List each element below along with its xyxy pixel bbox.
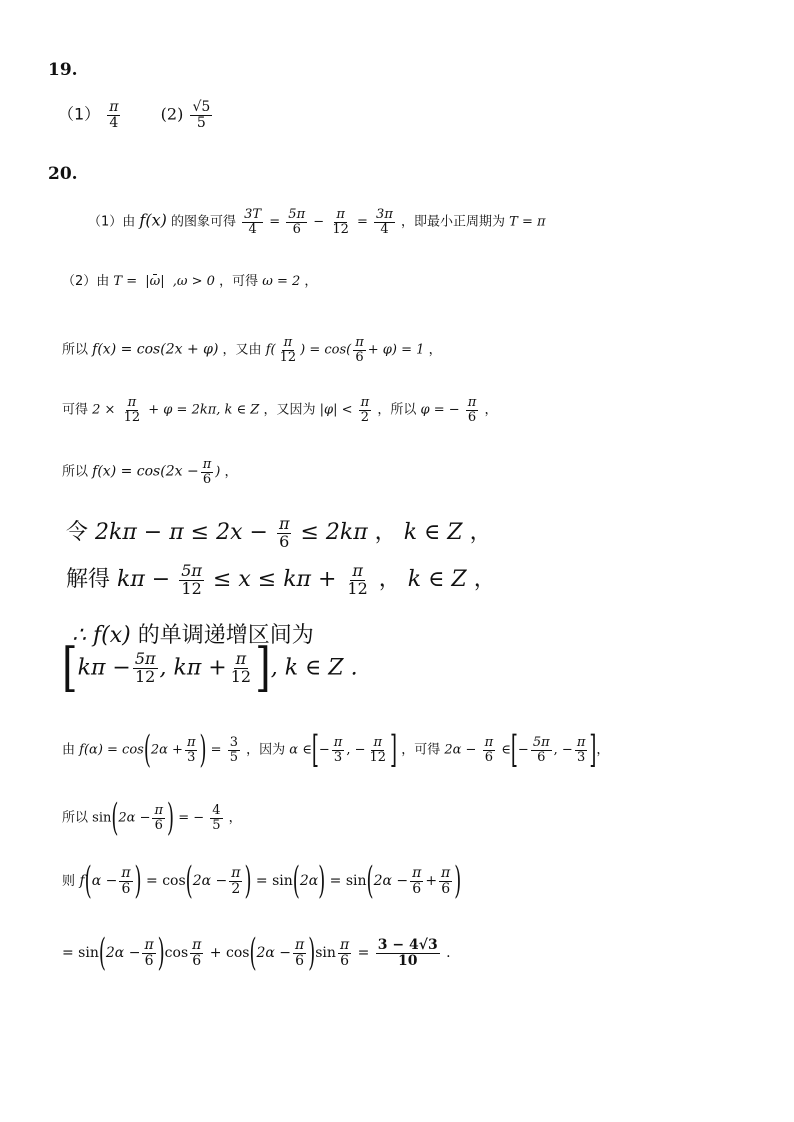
math: cos (164, 945, 189, 962)
math: f(α) = cos (79, 742, 144, 758)
paren: ( (143, 728, 151, 773)
text: 的图象可得 (171, 214, 237, 230)
q20-number: 20. (48, 164, 78, 184)
paren: ) (157, 931, 165, 976)
fraction: $\frac{\pi}{6}$ (441, 865, 451, 897)
q20-part1-line (88, 208, 546, 236)
fraction: $\frac{\pi}{12}$ (332, 207, 349, 237)
paren: ) (308, 931, 316, 976)
fraction: $\frac{\pi}{3}$ (186, 735, 196, 765)
fraction: $\frac{5\pi}{6}$ (532, 735, 550, 765)
fraction: $\frac{3T}{4}$ (244, 207, 262, 237)
text: ， (484, 402, 498, 418)
equals: = (210, 742, 222, 758)
math: 2α − (256, 945, 292, 962)
fraction: $\frac{\pi}{6}$ (412, 865, 422, 897)
math: kπ − (117, 567, 171, 592)
math: ∈ (501, 742, 511, 758)
fraction: $\frac{5\pi}{12}$ (134, 648, 156, 686)
q19-part2-label: (2) (160, 104, 184, 124)
fraction: |ω| (145, 274, 165, 290)
fraction: $\frac{5\pi}{12}$ (181, 560, 202, 598)
math: T = π (509, 214, 546, 230)
bracket: ] (589, 728, 597, 773)
q19-answers (58, 100, 214, 130)
text: ， (378, 567, 401, 592)
text: （2）由 (62, 274, 110, 289)
q20-line3 (62, 336, 442, 364)
text: ， (469, 520, 492, 545)
minus: − (313, 214, 325, 230)
math: 2kπ − π ≤ 2x − (95, 520, 268, 545)
paren: ) (134, 859, 142, 904)
text: ， (228, 810, 242, 826)
text: 则 (62, 874, 76, 890)
math: 2α − (105, 945, 141, 962)
math: = sin (255, 873, 293, 890)
math: , − (553, 742, 573, 758)
math: 2α − (192, 873, 228, 890)
q20-line12 (62, 859, 462, 904)
q20-line13 (62, 931, 451, 976)
math: k ∈ Z (407, 567, 467, 592)
equals: = (269, 214, 281, 230)
text: ， (224, 464, 238, 480)
paren: ( (292, 859, 300, 904)
text: ， (374, 520, 397, 545)
math: f( (265, 342, 276, 358)
text: ， (428, 342, 442, 358)
fraction: $\frac{\pi}{12}$ (369, 735, 387, 765)
math: ) = cos( (300, 342, 352, 358)
text: ，因为 (246, 742, 286, 758)
equals: = (357, 214, 368, 230)
fraction: $\frac{4}{5}$ (212, 803, 221, 833)
fraction: $\frac{\pi}{6}$ (202, 457, 212, 487)
fraction: $\frac{\pi}{2}$ (360, 395, 370, 425)
text: 的单调递增区间为 (137, 623, 314, 648)
fraction: $\frac{\pi}{12}$ (347, 560, 368, 598)
math: ) (215, 464, 221, 480)
minus: − (517, 742, 529, 758)
bracket: [ (311, 728, 319, 773)
math: α ∈ (289, 742, 312, 758)
math: f(x) = cos(2x − (92, 463, 199, 480)
text: 由 (62, 742, 76, 758)
math: 2α + (150, 742, 183, 758)
fraction: $\frac{\pi}{12}$ (279, 335, 297, 365)
fraction: $\frac{\pi}{3}$ (576, 735, 586, 765)
paren: ) (167, 796, 175, 841)
minus: − (318, 742, 330, 758)
fraction: $\frac{\pi}{2}$ (231, 865, 241, 897)
right-bracket: ] (255, 638, 271, 698)
math: T = (113, 274, 138, 289)
math: = − (178, 810, 205, 826)
math: f(x) = cos(2x + φ) (92, 341, 219, 358)
paren: ( (84, 859, 92, 904)
text: ，又因为 (263, 402, 316, 418)
math: 2α − (118, 810, 151, 826)
q20-line10 (62, 728, 610, 773)
text: 所以 (62, 342, 89, 358)
paren: ( (249, 931, 257, 976)
paren: ( (98, 931, 106, 976)
fraction: $\frac{\pi}{6}$ (467, 395, 477, 425)
math: sin (92, 810, 112, 826)
fraction: $\frac{\pi}{6}$ (339, 937, 350, 969)
text: 所以 (62, 464, 89, 480)
math: ∴ f(x) (72, 623, 131, 648)
text: 令 (66, 520, 89, 545)
math: , − (346, 742, 366, 758)
q20-line9 (62, 638, 358, 698)
q20-line4 (62, 396, 498, 424)
fraction: $\frac{\pi}{12}$ (230, 648, 252, 686)
paren: ( (185, 859, 193, 904)
math: , k ∈ Z . (270, 655, 358, 681)
fraction: $\frac{\pi}{3}$ (333, 735, 343, 765)
period: . (446, 945, 451, 962)
fraction: $\frac{\pi}{6}$ (192, 937, 202, 969)
paren: ) (454, 859, 462, 904)
paren: ( (111, 796, 119, 841)
math: α − (91, 873, 118, 890)
math: ≤ x ≤ kπ + (212, 567, 337, 592)
fraction: $\frac{5\pi}{6}$ (288, 207, 306, 237)
paren: ( (366, 859, 374, 904)
math: , kπ + (159, 655, 227, 681)
fraction: $\frac{3\pi}{4}$ (376, 207, 393, 237)
q19-part1-fraction: $\frac{\pi}{4}$ (109, 99, 119, 131)
math: ≤ 2kπ (300, 520, 368, 545)
math: 2α − (444, 742, 477, 758)
left-bracket: [ (62, 638, 78, 698)
text: 所以 (62, 810, 89, 826)
math: 2α − (373, 873, 409, 890)
math: + cos (209, 945, 250, 962)
fraction: $\frac{\pi}{6}$ (278, 513, 290, 551)
math: ω = 2 (262, 274, 301, 289)
q19-number: 19. (48, 60, 78, 80)
text: ，可得 (401, 742, 441, 758)
paren: ) (244, 859, 252, 904)
fraction: $\frac{\pi}{6}$ (484, 735, 494, 765)
math: + φ = 2kπ, k ∈ Z (148, 402, 260, 418)
q20-line7 (66, 562, 496, 597)
math: 2α (299, 873, 319, 890)
text: 解得 (66, 567, 111, 592)
math: φ = − (420, 402, 460, 418)
fraction: $\frac{3 - 4√3}{10}$ (377, 937, 438, 969)
math: = cos (146, 873, 186, 890)
fraction: $\frac{\pi}{6}$ (121, 865, 131, 897)
math: = sin (62, 945, 99, 962)
math: f (79, 873, 85, 890)
fraction: $\frac{\pi}{6}$ (154, 803, 164, 833)
math: ,ω > 0 (172, 274, 215, 289)
text: ，即最小正周期为 (401, 214, 506, 230)
q20-line5 (62, 458, 237, 486)
q20-line6 (66, 515, 492, 550)
q19-part2-fraction: $\frac{√5}{5}$ (192, 99, 211, 131)
text: 可得 (62, 402, 89, 418)
function-fx: f(x) (139, 210, 167, 230)
fraction: $\frac{\pi}{6}$ (295, 937, 305, 969)
math: + φ) = 1 (367, 342, 425, 358)
fraction: $\frac{\pi}{6}$ (144, 937, 154, 969)
math: 2 × (92, 402, 116, 418)
text: ， (304, 274, 318, 289)
text: ，又由 (222, 342, 262, 358)
q19-part1-label: （1） (58, 104, 101, 124)
math: sin (315, 945, 336, 962)
plus: + (425, 873, 438, 890)
text: ， (473, 567, 496, 592)
fraction: $\frac{\pi}{12}$ (123, 395, 141, 425)
equals: = (357, 945, 370, 962)
text: ，所以 (377, 402, 417, 418)
fraction: $\frac{3}{5}$ (229, 735, 238, 765)
paren: ) (318, 859, 326, 904)
fraction: $\frac{\pi}{6}$ (355, 335, 364, 365)
bracket: [ (510, 728, 518, 773)
math: kπ − (77, 655, 131, 681)
text: （1）由 (88, 214, 136, 230)
text: ，可得 (219, 274, 259, 289)
q20-part2-line (62, 270, 317, 289)
paren: ) (199, 728, 207, 773)
bracket: ] (390, 728, 398, 773)
math: = sin (329, 873, 367, 890)
math: k ∈ Z (403, 520, 463, 545)
math: |φ| < (319, 402, 353, 418)
text: ， (596, 742, 610, 758)
q20-line11 (62, 796, 242, 841)
